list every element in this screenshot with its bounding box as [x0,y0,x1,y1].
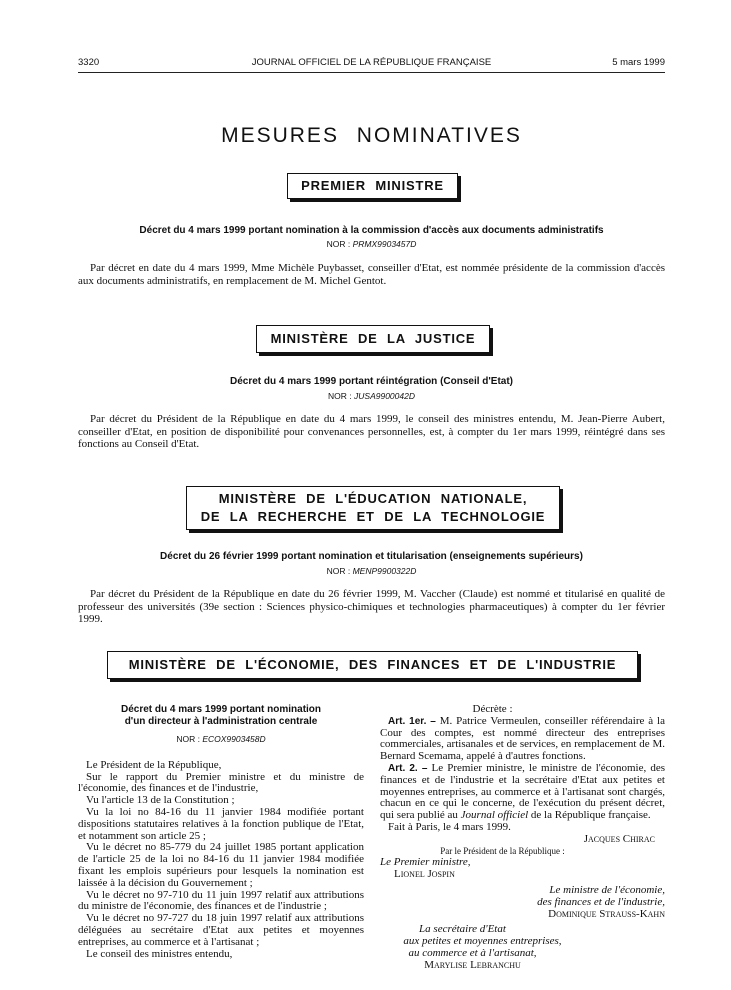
nor-code: JUSA9900042D [354,391,415,401]
section-box-justice [256,325,490,353]
nor-reference [78,566,665,576]
article-2-text-end: de la République française. [530,809,651,822]
par-le-president: Par le Président de la République : [440,845,565,856]
nor-label: NOR : [328,391,352,401]
section-heading: MINISTÈRE DE LA JUSTICE [270,331,476,346]
section-heading-line-2: DE LA RECHERCHE ET DE LA TECHNOLOGIE [200,509,546,524]
ministre-signature: Dominique Strauss-Kahn [548,907,665,920]
secretaire-signature: Marylise Lebranchu [424,958,521,971]
premier-ministre-signature: Lionel Jospin [394,868,455,881]
section-box-economie [107,651,638,679]
visa-paragraph: Vu le décret no 97-727 du 18 juin 1997 relatif aux attributions déléguées au secrétaire d'Etat aux petites et moyennes entreprises, au commerce et à l'artisanat ; [78,912,364,948]
secretaire-title-line-2: aux petites et moyennes entreprises, [403,935,562,948]
nor-code: PRMX9903457D [352,239,417,249]
decree-left-column [78,704,364,960]
nor-reference [78,391,665,401]
decree-title: Décret du 26 février 1999 portant nomination et titularisation (enseignements supérieurs) [160,551,583,562]
visa-paragraph: Vu le décret no 97-710 du 11 juin 1997 relatif aux attributions du ministre de l'économie, des finances et de l'industrie ; [78,888,364,913]
decree-title: Décret du 4 mars 1999 portant réintégration (Conseil d'Etat) [230,376,513,387]
page-title: MESURES NOMINATIVES [221,124,522,147]
visa-paragraph: Le Président de la République, [86,758,222,771]
article-1-label: Art. 1er. – [388,715,436,727]
article-1-text: M. Patrice Vermeulen, conseiller référendaire à la Cour des comptes, est nommé directeur des entreprises commerciales, artisanales et de services, en remplacement de M. Bernard Scemama, appelé à d'autres fonctions. [380,714,665,763]
secretaire-title-line-1: La secrétaire d'Etat [419,923,506,936]
decree-body: Par décret du Président de la République en date du 26 février 1999, M. Vaccher (Claude) est nommé et titularisé en qualité de professeur des universités (39e section : Sciences physico-chimiques et technologies pharmaceutiques) à compter du 1er février 1999. [78,588,665,625]
decree-title-line-1: Décret du 4 mars 1999 portant nomination [120,704,322,715]
decree-title [78,704,364,728]
article-2-label: Art. 2. – [388,762,428,774]
journal-title: JOURNAL OFFICIEL DE LA RÉPUBLIQUE FRANÇAISE [251,57,492,68]
nor-code: MENP9900322D [352,566,417,576]
nor-reference [78,734,364,746]
article-2 [380,763,665,822]
decree-title-line-2: d'un directeur à l'administration centrale [124,716,318,727]
nor-label: NOR : [326,239,351,249]
nor-label: NOR : [176,734,200,744]
section-heading-line-1: MINISTÈRE DE L'ÉDUCATION NATIONALE, [218,491,528,506]
nor-code: ECOX9903458D [202,734,266,744]
section-heading: PREMIER MINISTRE [301,178,444,193]
issue-date: 5 mars 1999 [612,57,665,68]
visa-paragraph: Vu la loi no 84-16 du 11 janvier 1984 modifiée portant dispositions statutaires relatives à la fonction publique de l'Etat, et notamment son article 25 ; [78,805,364,842]
header-rule [78,72,665,73]
visa-paragraph: Vu l'article 13 de la Constitution ; [86,794,235,807]
fait-a-paris: Fait à Paris, le 4 mars 1999. [388,820,511,833]
decree-body: Par décret du Président de la République en date du 4 mars 1999, le conseil des ministres entendu, M. Jean-Pierre Aubert, conseiller d'Etat, en position de disponibilité pour convenances personnelles, est, à compter du 1er mars 1999, réintégré dans ses fonctions au Conseil d'Etat. [78,413,665,450]
premier-ministre-title: Le Premier ministre, [380,856,471,869]
visa-paragraph: Le conseil des ministres entendu, [86,947,233,960]
president-signature: Jacques Chirac [583,832,655,845]
visa-paragraph: Vu le décret no 85-779 du 24 juillet 1985 portant application de l'article 25 de la loi no 84-16 du 11 janvier 1984 modifiée fixant les emplois supérieurs pour lesquels la nomination est laissée à la décision du Gouvernement ; [78,841,364,889]
section-box-education-nationale [186,486,560,530]
decree-body: Par décret en date du 4 mars 1999, Mme Michèle Puybasset, conseiller d'Etat, est nommée présidente de la commission d'accès aux documents administratifs, en remplacement de M. Michel Gentot. [78,262,665,287]
article-2-text: Le Premier ministre, le ministre de l'économie, des finances et de l'industrie et la secrétaire d'Etat aux petites et moyennes entreprises, au commerce et à l'artisanat sont chargés, chacun en ce qui le concerne, de l'exécution du présent décret, qui sera publié au [380,761,666,822]
decree-right-column [380,704,665,972]
page-header [78,57,665,71]
nor-label: NOR : [326,566,351,576]
decree-title: Décret du 4 mars 1999 portant nomination à la commission d'accès aux documents administratifs [139,225,604,236]
journal-officiel-italic: Journal officiel [460,809,529,822]
secretaire-title-line-3: au commerce et à l'artisanat, [408,946,537,959]
visa-paragraph: Sur le rapport du Premier ministre et du ministre de l'économie, des finances et de l'industrie, [78,770,364,795]
ministre-title-line-1: Le ministre de l'économie, [549,883,665,896]
article-1 [380,716,665,763]
section-box-premier-ministre [287,173,458,199]
ministre-title-line-2: des finances et de l'industrie, [537,895,665,908]
section-heading: MINISTÈRE DE L'ÉCONOMIE, DES FINANCES ET DE L'INDUSTRIE [128,657,617,672]
nor-reference [78,239,665,249]
page-number: 3320 [78,57,100,68]
decrete-heading: Décrète : [472,703,513,715]
